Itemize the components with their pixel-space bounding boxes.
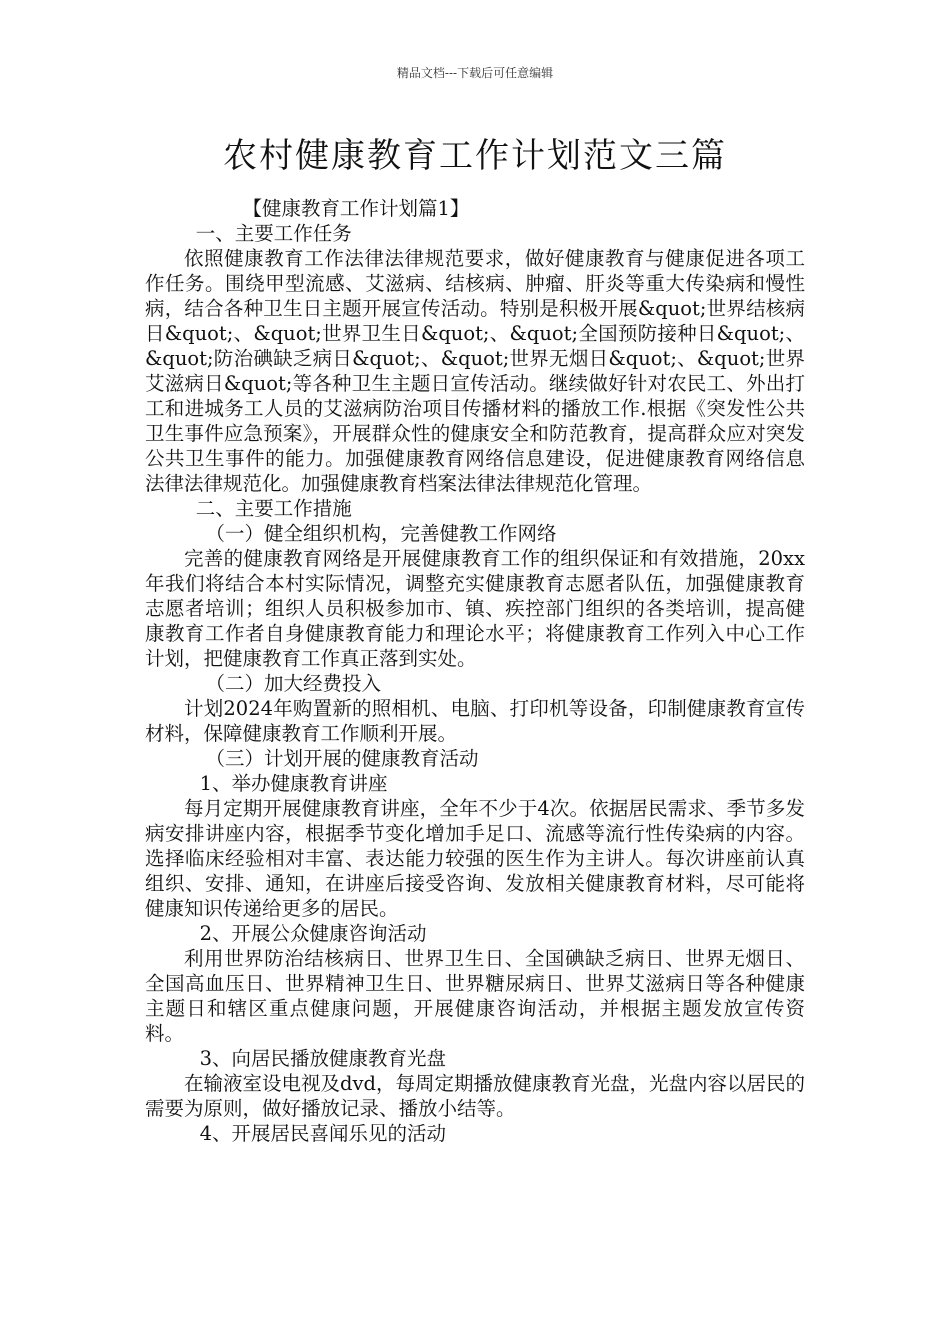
paragraph: 利用世界防治结核病日、世界卫生日、全国碘缺乏病日、世界无烟日、全国高血压日、世界精神卫生日、世界糖尿病日、世界艾滋病日等各种健康主题日和辖区重点健康问题，开展健康咨询活动，并根据主题发放宣传资料。: [145, 947, 805, 1045]
item-heading: 1、举办健康教育讲座: [199, 772, 388, 795]
subsection-heading: （一）健全组织机构，完善健教工作网络: [205, 522, 557, 545]
subsection-heading: （二）加大经费投入: [205, 672, 381, 695]
subsection-heading: （三）计划开展的健康教育活动: [205, 747, 479, 770]
page-header-note: 精品文档---下载后可任意编辑: [396, 66, 554, 80]
item-heading: 2、开展公众健康咨询活动: [199, 922, 427, 945]
section-heading: 二、主要工作措施: [195, 497, 352, 520]
document-subtitle: 【健康教育工作计划篇1】: [242, 197, 470, 220]
item-heading: 3、向居民播放健康教育光盘: [199, 1047, 447, 1070]
section-heading: 一、主要工作任务: [195, 222, 352, 245]
document-title: 农村健康教育工作计划范文三篇: [223, 136, 727, 176]
document-body: [145, 196, 805, 1146]
paragraph: 完善的健康教育网络是开展健康教育工作的组织保证和有效措施，20xx年我们将结合本村实际情况，调整充实健康教育志愿者队伍，加强健康教育志愿者培训；组织人员积极参加市、镇、疾控部门组织的各类培训，提高健康教育工作者自身健康教育能力和理论水平；将健康教育工作列入中心工作计划，把健康教育工作真正落到实处。: [145, 547, 805, 670]
paragraph: 计划2024年购置新的照相机、电脑、打印机等设备，印制健康教育宣传材料，保障健康教育工作顺利开展。: [145, 697, 805, 745]
paragraph: 依照健康教育工作法律法律规范要求，做好健康教育与健康促进各项工作任务。围绕甲型流感、艾滋病、结核病、肿瘤、肝炎等重大传染病和慢性病，结合各种卫生日主题开展宣传活动。特别是积极开展&quot;世界结核病日&quot;、&quot;世界卫生日&quot;、&quot;全国预防接种日&quot;、&quot;防治碘缺乏病日&quot;、&quot;世界无烟日&quot;、&quot;世界艾滋病日&quot;等各种卫生主题日宣传活动。继续做好针对农民工、外出打工和进城务工人员的艾滋病防治项目传播材料的播放工作.根据《突发性公共卫生事件应急预案》，开展群众性的健康安全和防范教育，提高群众应对突发公共卫生事件的能力。加强健康教育网络信息建设，促进健康教育网络信息法律法律规范化。加强健康教育档案法律法律规范化管理。: [145, 247, 805, 495]
item-heading: 4、开展居民喜闻乐见的活动: [199, 1122, 447, 1145]
paragraph: 每月定期开展健康教育讲座，全年不少于4次。依据居民需求、季节多发病安排讲座内容，根据季节变化增加手足口、流感等流行性传染病的内容。选择临床经验相对丰富、表达能力较强的医生作为主讲人。每次讲座前认真组织、安排、通知，在讲座后接受咨询、发放相关健康教育材料，尽可能将健康知识传递给更多的居民。: [145, 797, 805, 920]
paragraph: 在输液室设电视及dvd，每周定期播放健康教育光盘，光盘内容以居民的需要为原则，做好播放记录、播放小结等。: [145, 1072, 805, 1120]
